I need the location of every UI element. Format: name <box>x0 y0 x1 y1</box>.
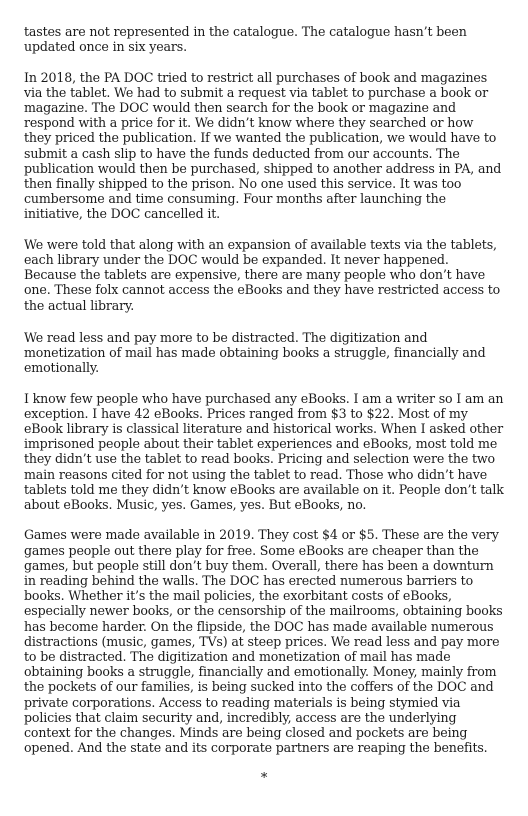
paragraph-library-expansion: We were told that along with an expansion of available texts via the tablets, each library under the DOC would be expanded. It never happened. Because the tablets are expensive, there are many people who don’t have one. These folx cannot access the eBooks and they have restricted access to the actual library. <box>24 236 501 313</box>
paragraph-games-2019: Games were made available in 2019. They cost $4 or $5. These are the very games people out there play for free. Some eBooks are cheaper than the games, but people still don’t buy them. Overall, there has been a downturn in reading behind the walls. The DOC has erected numerous barriers to books. Whether it’s the mail policies, the exorbitant costs of eBooks, especially newer books, or the censorship of the mailrooms, obtaining books has become harder. On the flipside, the DOC has made available numerous distractions (music, games, TVs) at steep prices. We read less and pay more to be distracted. The digitization and monetization of mail has made obtaining books a struggle, financially and emotionally. Money, mainly from the pockets of our families, is being sucked into the coffers of the DOC and private corporations. Access to reading materials is being stymied via policies that claim security and, incredibly, access are the underlying context for the changes. Minds are being closed and pockets are being opened. And the state and its corporate partners are reaping the benefits. <box>24 527 503 756</box>
document-page <box>24 24 504 786</box>
paragraph-pull-quote: We read less and pay more to be distracted. The digitization and monetization of mail has made obtaining books a struggle, financially and emotionally. <box>24 329 486 376</box>
paragraph-2018-restriction: In 2018, the PA DOC tried to restrict all purchases of book and magazines via the tablet. We had to submit a request via tablet to purchase a book or magazine. The DOC would then search for the book or magazine and respond with a price for it. We didn’t know where they searched or how they priced the publication. If we wanted the publication, we would have to submit a cash slip to have the funds deducted from our accounts. The publication would then be purchased, shipped to another address in PA, and then finally shipped to the prison. No one used this service. It was too cumbersome and time consuming. Four months after launching the initiative, the DOC cancelled it. <box>24 69 502 222</box>
paragraph-continued-catalogue: tastes are not represented in the catalogue. The catalogue hasn’t been updated once in six years. <box>24 24 467 55</box>
paragraph-ebook-purchases: I know few people who have purchased any eBooks. I am a writer so I am an exception. I have 42 eBooks. Prices ranged from $3 to $22. Most of my eBook library is classical literature and historical works. When I asked other imprisoned people about their tablet experiences and eBooks, most told me they didn’t use the tablet to read books. Pricing and selection were the two main reasons cited for not using the tablet to read. Those who didn’t have tablets told me they didn’t know eBooks are available on it. People don’t talk about eBooks. Music, yes. Games, yes. But eBooks, no. <box>24 390 504 513</box>
section-separator: * <box>260 770 268 786</box>
